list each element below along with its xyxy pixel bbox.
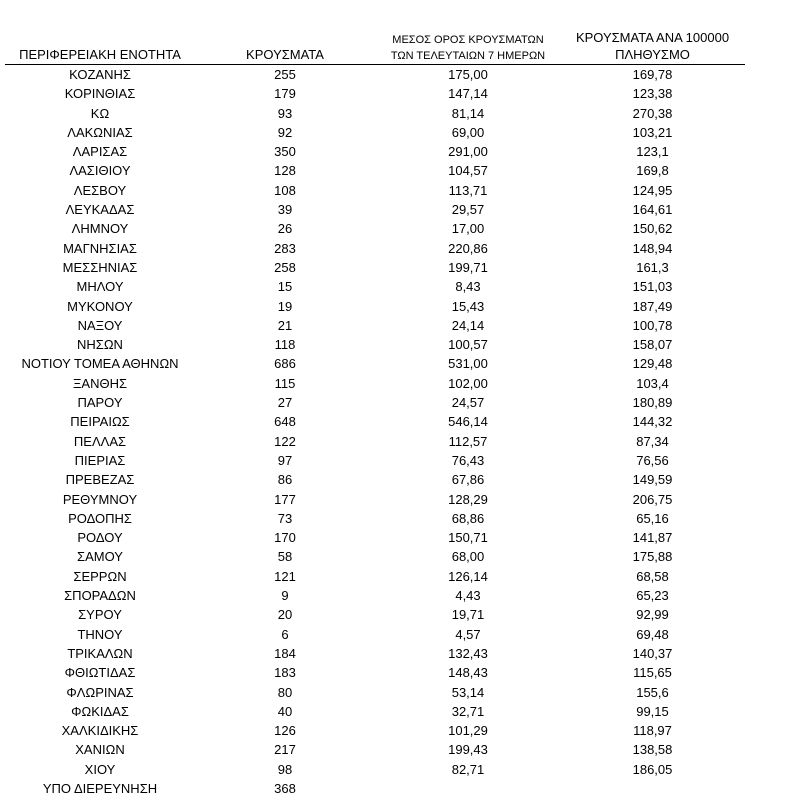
per-100000-cell: 144,32 — [632, 414, 673, 430]
table-row — [0, 123, 798, 142]
table-row — [0, 316, 798, 335]
avg-cell: 101,29 — [448, 723, 488, 739]
avg-cell: 100,57 — [448, 337, 488, 353]
cases-cell: 21 — [277, 317, 293, 333]
region-cell: ΦΩΚΙΔΑΣ — [71, 703, 129, 719]
table-row — [0, 200, 798, 219]
avg-cell: 126,14 — [448, 568, 488, 584]
per-100000-cell: 123,38 — [632, 86, 673, 102]
per-100000-cell: 158,07 — [632, 337, 673, 353]
table-row — [0, 644, 798, 663]
table-row — [0, 354, 798, 373]
table-row — [0, 181, 798, 200]
table-row — [0, 760, 798, 779]
table-row — [0, 702, 798, 721]
avg-cell: 4,57 — [455, 626, 481, 642]
table-row — [0, 335, 798, 354]
table-row — [0, 104, 798, 123]
per-100000-cell: 187,49 — [632, 298, 673, 314]
per-100000-cell: 124,95 — [632, 182, 673, 198]
region-cell: ΣΑΜΟΥ — [77, 549, 123, 565]
avg-cell: 24,14 — [451, 317, 485, 333]
per-100000-cell: 155,6 — [636, 684, 669, 700]
cases-cell: 15 — [277, 279, 293, 295]
per-100000-cell: 169,8 — [636, 163, 669, 179]
per-100000-cell: 99,15 — [636, 703, 669, 719]
cases-cell: 184 — [274, 645, 296, 661]
cases-cell: 93 — [277, 105, 293, 121]
region-cell: ΣΠΟΡΑΔΩΝ — [64, 588, 136, 604]
region-cell: ΣΕΡΡΩΝ — [73, 568, 127, 584]
header-cases-per-100000 — [560, 29, 745, 63]
per-100000-cell: 164,61 — [632, 202, 673, 218]
per-100000-cell: 148,94 — [632, 240, 673, 256]
avg-cell: 24,57 — [451, 395, 485, 411]
per-100000-cell: 141,87 — [632, 530, 673, 546]
per-100000-cell: 138,58 — [632, 742, 673, 758]
per-100000-cell: 129,48 — [632, 356, 673, 372]
avg-cell: 531,00 — [448, 356, 488, 372]
per-100000-cell: 140,37 — [632, 645, 673, 661]
cases-cell: 39 — [277, 202, 293, 218]
avg-cell: 4,43 — [455, 588, 481, 604]
region-cell: ΥΠΟ ΔΙΕΡΕΥΝΗΣΗ — [42, 780, 158, 796]
per-100000-cell: 69,48 — [636, 626, 669, 642]
avg-cell: 19,71 — [451, 607, 485, 623]
per-100000-cell: 118,97 — [633, 723, 672, 739]
per-100000-cell: 180,89 — [632, 395, 673, 411]
avg-cell: 53,14 — [451, 684, 485, 700]
cases-cell: 108 — [274, 182, 296, 198]
table-row — [0, 509, 798, 528]
per-100000-cell: 103,4 — [636, 375, 669, 391]
cases-cell: 170 — [274, 530, 296, 546]
cases-cell: 128 — [274, 163, 296, 179]
header-7day-average-line2: ΤΩΝ ΤΕΛΕΥΤΑΙΩΝ 7 ΗΜΕΡΩΝ — [390, 50, 546, 62]
region-cell: ΡΕΘΥΜΝΟΥ — [62, 491, 138, 507]
avg-cell: 29,57 — [451, 202, 485, 218]
cases-cell: 58 — [277, 549, 293, 565]
per-100000-cell: 68,58 — [636, 568, 669, 584]
cases-cell: 648 — [274, 414, 296, 430]
avg-cell: 8,43 — [455, 279, 481, 295]
table-row — [0, 779, 798, 798]
table-row — [0, 277, 798, 296]
per-100000-cell: 206,75 — [632, 491, 673, 507]
avg-cell: 113,71 — [448, 182, 488, 198]
region-cell: ΡΟΔΟΥ — [77, 530, 123, 546]
table-row — [0, 586, 798, 605]
per-100000-cell: 169,78 — [632, 67, 673, 82]
region-cell: ΧΑΛΚΙΔΙΚΗΣ — [61, 723, 139, 739]
table-row — [0, 451, 798, 470]
avg-cell: 15,43 — [451, 298, 485, 314]
table-row — [0, 625, 798, 644]
region-cell: ΚΩ — [90, 105, 110, 121]
region-cell: ΛΕΣΒΟΥ — [73, 182, 127, 198]
avg-cell: 112,57 — [448, 433, 488, 449]
cases-cell: 97 — [277, 452, 293, 468]
avg-cell: 546,14 — [448, 414, 488, 430]
region-cell: ΠΙΕΡΙΑΣ — [74, 452, 126, 468]
per-100000-cell: 100,78 — [632, 317, 673, 333]
cases-cell: 121 — [274, 568, 296, 584]
per-100000-cell: 161,3 — [636, 259, 669, 275]
region-cell: ΦΘΙΩΤΙΔΑΣ — [64, 665, 136, 681]
table-row — [0, 683, 798, 702]
avg-cell: 68,00 — [451, 549, 485, 565]
cases-cell: 179 — [274, 86, 296, 102]
header-cases-per-100000-line2: ΠΛΗΘΥΣΜΟ — [615, 47, 690, 62]
table-row — [0, 605, 798, 624]
avg-cell: 102,00 — [448, 375, 488, 391]
avg-cell: 175,00 — [448, 67, 488, 82]
table-row — [0, 663, 798, 682]
table-row — [0, 161, 798, 180]
region-cell: ΛΗΜΝΟΥ — [71, 221, 129, 237]
table-row — [0, 393, 798, 412]
cases-cell: 26 — [277, 221, 293, 237]
cases-cell: 98 — [277, 761, 293, 777]
header-cases: ΚΡΟΥΣΜΑΤΑ — [246, 47, 324, 62]
per-100000-cell: 103,21 — [632, 124, 673, 140]
cases-cell: 80 — [277, 684, 293, 700]
avg-cell: 291,00 — [448, 144, 488, 160]
per-100000-cell: 150,62 — [632, 221, 673, 237]
region-cell: ΚΟΡΙΝΘΙΑΣ — [64, 86, 136, 102]
table-row — [0, 567, 798, 586]
region-cell: ΚΟΖΑΝΗΣ — [69, 67, 131, 82]
table-row — [0, 374, 798, 393]
per-100000-cell: 186,05 — [632, 761, 673, 777]
per-100000-cell: 270,38 — [632, 105, 673, 121]
avg-cell: 220,86 — [448, 240, 488, 256]
per-100000-cell: 65,16 — [636, 510, 669, 526]
avg-cell: 32,71 — [451, 703, 485, 719]
table-row — [0, 258, 798, 277]
region-cell: ΛΑΡΙΣΑΣ — [72, 144, 128, 160]
cases-cell: 183 — [274, 665, 296, 681]
region-cell: ΝΗΣΩΝ — [77, 337, 123, 353]
avg-cell: 150,71 — [448, 530, 488, 546]
region-cell: ΛΑΚΩΝΙΑΣ — [67, 124, 133, 140]
cases-cell: 350 — [274, 144, 296, 160]
per-100000-cell: 151,03 — [632, 279, 673, 295]
cases-cell: 283 — [274, 240, 296, 256]
table-row — [0, 721, 798, 740]
table-row — [0, 239, 798, 258]
table-row — [0, 84, 798, 103]
region-cell: ΠΑΡΟΥ — [77, 395, 123, 411]
cases-cell: 73 — [277, 510, 293, 526]
header-7day-average-line1: ΜΕΣΟΣ ΟΡΟΣ ΚΡΟΥΣΜΑΤΩΝ — [392, 34, 544, 46]
region-cell: ΜΕΣΣΗΝΙΑΣ — [62, 259, 138, 275]
cases-cell: 217 — [274, 742, 296, 758]
avg-cell: 199,43 — [448, 742, 488, 758]
avg-cell: 148,43 — [448, 665, 488, 681]
avg-cell: 132,43 — [448, 645, 488, 661]
avg-cell: 68,86 — [451, 510, 485, 526]
cases-cell: 6 — [281, 626, 289, 642]
cases-cell: 27 — [277, 395, 293, 411]
cases-cell: 19 — [277, 298, 293, 314]
avg-cell: 67,86 — [451, 472, 485, 488]
per-100000-cell: 115,65 — [633, 665, 672, 681]
region-cell: ΤΗΝΟΥ — [77, 626, 123, 642]
per-100000-cell: 76,56 — [636, 452, 669, 468]
table-row — [0, 432, 798, 451]
avg-cell: 82,71 — [451, 761, 485, 777]
avg-cell: 199,71 — [448, 259, 488, 275]
avg-cell: 147,14 — [448, 86, 488, 102]
region-cell: ΦΛΩΡΙΝΑΣ — [66, 684, 134, 700]
per-100000-cell: 123,1 — [636, 144, 669, 160]
region-cell: ΝΑΞΟΥ — [77, 317, 123, 333]
table-body — [0, 65, 798, 798]
per-100000-cell: 92,99 — [636, 607, 669, 623]
header-cases-per-100000-line1: ΚΡΟΥΣΜΑΤΑ ΑΝΑ 100000 — [575, 30, 730, 45]
cases-cell: 686 — [274, 356, 296, 372]
region-cell: ΜΥΚΟΝΟΥ — [67, 298, 133, 314]
cases-cell: 20 — [277, 607, 293, 623]
cases-cell: 40 — [277, 703, 293, 719]
region-cell: ΠΡΕΒΕΖΑΣ — [65, 472, 135, 488]
cases-cell: 9 — [281, 588, 289, 604]
cases-cell: 118 — [274, 337, 296, 353]
region-cell: ΛΕΥΚΑΔΑΣ — [65, 202, 135, 218]
region-cell: ΠΕΛΛΑΣ — [73, 433, 127, 449]
per-100000-cell: 175,88 — [632, 549, 673, 565]
region-cell: ΝΟΤΙΟΥ ΤΟΜΕΑ ΑΘΗΝΩΝ — [21, 356, 179, 372]
cases-cell: 92 — [277, 124, 293, 140]
table-row — [0, 470, 798, 489]
region-cell: ΧΙΟΥ — [84, 761, 116, 777]
table-row — [0, 297, 798, 316]
table-row — [0, 528, 798, 547]
cases-cell: 122 — [274, 433, 296, 449]
avg-cell: 17,00 — [451, 221, 485, 237]
cases-cell: 368 — [274, 780, 296, 796]
avg-cell: 128,29 — [448, 491, 488, 507]
region-cell: ΞΑΝΘΗΣ — [72, 375, 128, 391]
region-cell: ΣΥΡΟΥ — [78, 607, 122, 623]
table-row — [0, 65, 798, 84]
table-row — [0, 740, 798, 759]
table-row — [0, 490, 798, 509]
region-cell: ΛΑΣΙΘΙΟΥ — [69, 163, 131, 179]
header-7day-average — [368, 32, 568, 64]
cases-cell: 86 — [277, 472, 293, 488]
cases-cell: 115 — [274, 375, 296, 391]
table-row — [0, 412, 798, 431]
region-cell: ΧΑΝΙΩΝ — [75, 742, 125, 758]
avg-cell: 69,00 — [451, 124, 485, 140]
avg-cell: 81,14 — [451, 105, 485, 121]
cases-cell: 258 — [274, 259, 296, 275]
table-row — [0, 142, 798, 161]
region-cell: ΠΕΙΡΑΙΩΣ — [70, 414, 130, 430]
region-cell: ΜΑΓΝΗΣΙΑΣ — [63, 240, 137, 256]
cases-cell: 126 — [274, 723, 296, 739]
table-row — [0, 547, 798, 566]
avg-cell: 104,57 — [448, 163, 488, 179]
table-row — [0, 219, 798, 238]
region-cell: ΤΡΙΚΑΛΩΝ — [67, 645, 133, 661]
per-100000-cell: 65,23 — [636, 588, 669, 604]
per-100000-cell: 149,59 — [632, 472, 673, 488]
region-cell: ΡΟΔΟΠΗΣ — [68, 510, 132, 526]
avg-cell: 76,43 — [451, 452, 485, 468]
region-cell: ΜΗΛΟΥ — [76, 279, 124, 295]
per-100000-cell: 87,34 — [636, 433, 669, 449]
cases-cell: 255 — [274, 67, 296, 82]
cases-cell: 177 — [274, 491, 296, 507]
header-region: ΠΕΡΙΦΕΡΕΙΑΚΗ ΕΝΟΤΗΤΑ — [19, 47, 181, 62]
